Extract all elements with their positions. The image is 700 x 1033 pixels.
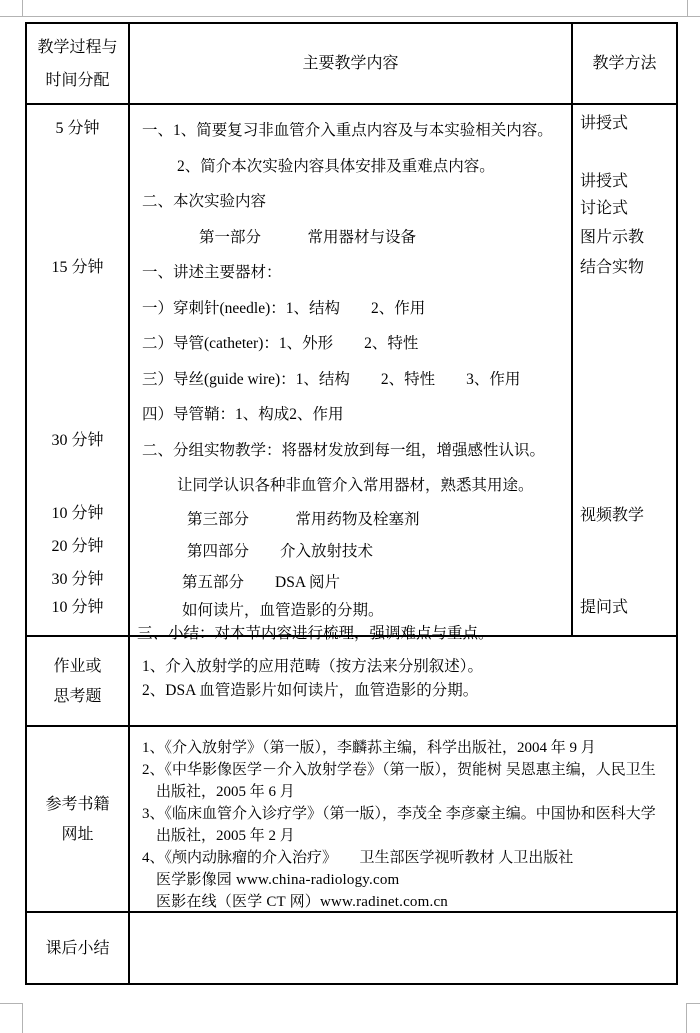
content-line: 一）穿刺针(needle)：1、结构 2、作用 xyxy=(142,299,426,317)
reference-line: 2、《中华影像医学－介入放射学卷》（第一版），贺能树 吴恩惠主编，人民卫生 xyxy=(142,762,656,778)
header-cell-methods xyxy=(573,24,676,103)
homework-label-line2: 思考题 xyxy=(53,687,102,705)
reference-line: 4、《颅内动脉瘤的介入治疗》 卫生部医学视听教材 人卫出版社 xyxy=(142,850,574,866)
page-boundary-line xyxy=(686,1003,687,1033)
method-label: 讨论式 xyxy=(580,200,629,217)
references-row xyxy=(27,727,676,913)
reference-line: 3、《临床血管介入诊疗学》（第一版），李茂全 李彦豪主编。中国协和医科大学 xyxy=(142,806,656,822)
page-boundary-line xyxy=(22,1003,23,1033)
method-label: 提问式 xyxy=(580,599,629,616)
table-header-row xyxy=(27,24,676,105)
homework-content-cell xyxy=(130,637,676,725)
content-line: 第三部分 常用药物及栓塞剂 xyxy=(187,510,420,528)
homework-item: 2、DSA 血管造影片如何读片，血管造影的分期。 xyxy=(142,682,479,699)
method-label: 结合实物 xyxy=(580,259,645,276)
reference-line: 1、《介入放射学》（第一版），李麟荪主编，科学出版社，2004 年 9 月 xyxy=(142,740,596,756)
reference-website-line: 医影在线（医学 CT 网）www.radinet.com.cn xyxy=(156,894,448,910)
content-line: 二、分组实物教学：将器材发放到每一组，增强感性认识。 xyxy=(142,441,546,459)
content-line: 一、讲述主要器材： xyxy=(142,264,282,281)
reference-website-line: 医学影像园 www.china-radiology.com xyxy=(156,872,400,888)
references-label-line1: 参考书籍 xyxy=(45,795,110,813)
page-boundary-line xyxy=(22,0,23,17)
reference-line: 出版社，2005 年 2 月 xyxy=(156,828,295,844)
after-class-summary-row xyxy=(27,913,676,983)
content-line: 让同学认识各种非血管介入常用器材，熟悉其用途。 xyxy=(177,477,534,494)
homework-item: 1、介入放射学的应用范畴（按方法来分别叙述）。 xyxy=(142,658,484,675)
time-label: 5 分钟 xyxy=(55,120,100,137)
references-label-cell xyxy=(27,727,130,911)
header-cell-main-content xyxy=(130,24,573,103)
time-allocation-cell xyxy=(27,105,130,635)
homework-label-cell xyxy=(27,637,130,725)
time-label: 10 分钟 xyxy=(51,599,104,616)
teaching-content-cell xyxy=(130,105,573,642)
page-boundary-line xyxy=(686,1003,700,1004)
content-line: 第四部分 介入放射技术 xyxy=(187,542,374,560)
header-methods-label: 教学方法 xyxy=(592,55,657,72)
homework-row xyxy=(27,637,676,727)
header-cell-process-time xyxy=(27,24,130,103)
time-label: 10 分钟 xyxy=(51,505,104,522)
references-content-cell xyxy=(130,727,676,911)
summary-label: 课后小结 xyxy=(45,939,110,957)
page-boundary-line xyxy=(0,16,700,17)
content-line: 如何读片，血管造影的分期。 xyxy=(182,601,384,619)
header-main-content-label: 主要教学内容 xyxy=(302,55,399,72)
content-line: 四）导管鞘：1、构成2、作用 xyxy=(142,406,344,423)
method-label: 图片示教 xyxy=(580,229,645,246)
references-label-line2: 网址 xyxy=(61,825,94,843)
summary-label-cell xyxy=(27,913,130,983)
content-line: 2、简介本次实验内容具体安排及重难点内容。 xyxy=(177,157,495,175)
content-line: 三、小结：对本节内容进行梳理，强调难点与重点。 xyxy=(137,624,494,642)
page-boundary-line xyxy=(687,0,688,17)
content-line: 第五部分 DSA 阅片 xyxy=(182,573,341,591)
header-process-time-line1: 教学过程与 xyxy=(37,38,118,56)
main-content-row xyxy=(27,105,676,642)
header-process-time-line2: 时间分配 xyxy=(45,71,110,89)
method-label: 讲授式 xyxy=(580,173,629,190)
method-label: 讲授式 xyxy=(580,115,629,132)
content-line: 二、本次实验内容 xyxy=(142,193,267,210)
content-line: 一、1、简要复习非血管介入重点内容及与本实验相关内容。 xyxy=(142,122,553,139)
homework-label-line1: 作业或 xyxy=(53,657,102,675)
time-label: 15 分钟 xyxy=(51,259,104,276)
time-label: 20 分钟 xyxy=(51,538,104,555)
lesson-plan-table xyxy=(25,22,678,985)
reference-line: 出版社，2005 年 6 月 xyxy=(156,784,295,800)
time-label: 30 分钟 xyxy=(51,432,104,449)
method-label: 视频教学 xyxy=(580,507,645,524)
content-line: 三）导丝(guide wire)：1、结构 2、特性 3、作用 xyxy=(142,370,521,388)
content-line: 第一部分 常用器材与设备 xyxy=(199,228,417,246)
content-line: 二）导管(catheter)：1、外形 2、特性 xyxy=(142,335,419,352)
teaching-methods-cell xyxy=(573,105,676,635)
time-label: 30 分钟 xyxy=(51,571,104,588)
summary-content-cell xyxy=(130,913,676,983)
page-boundary-line xyxy=(0,1003,23,1004)
